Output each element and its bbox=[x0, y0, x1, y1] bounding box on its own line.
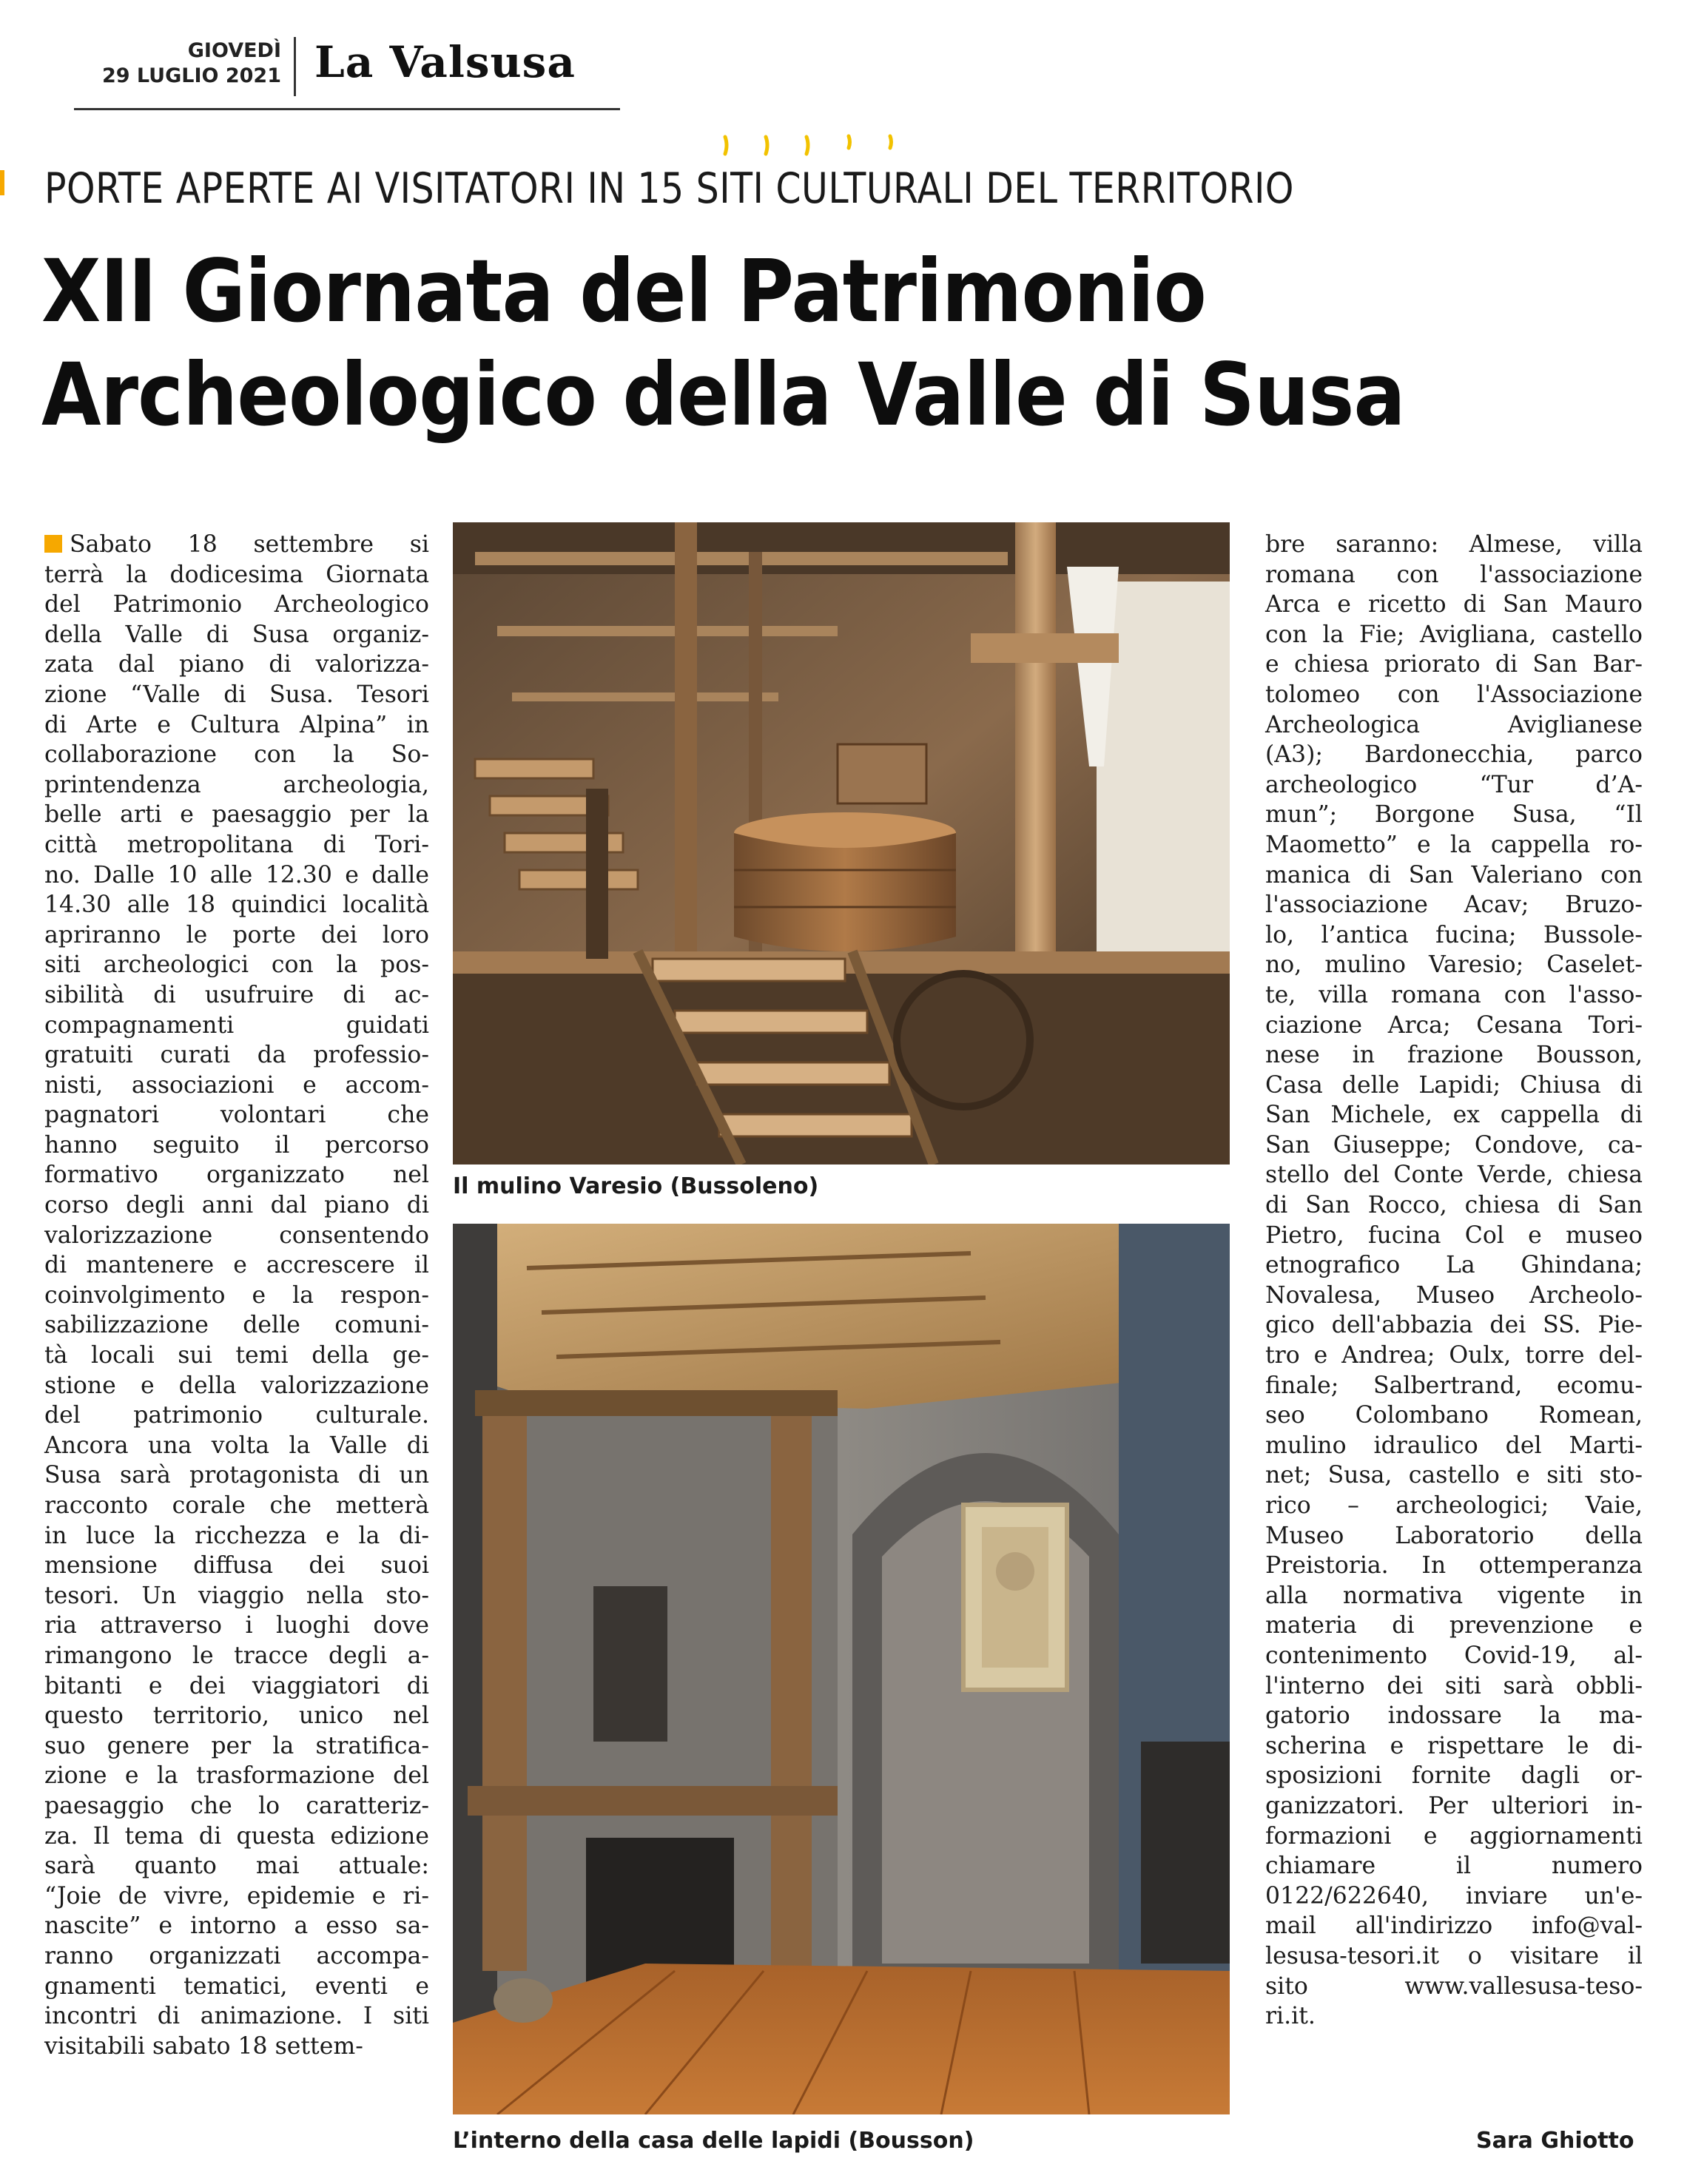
text-line bbox=[44, 1611, 429, 1641]
text-line-content: Susa sarà protagonista di un bbox=[44, 1462, 429, 1489]
text-line-content: rico – archeologici; Vaie, bbox=[1265, 1492, 1643, 1519]
text-line-content: za. Il tema di questa edizione bbox=[44, 1822, 429, 1850]
text-line-content: Novalesa, Museo Archeolo- bbox=[1265, 1281, 1643, 1309]
text-line-content: mun”; Borgone Susa, “Il bbox=[1265, 801, 1643, 829]
text-line-content: San Giuseppe; Condove, ca- bbox=[1265, 1131, 1643, 1159]
text-line-content: formativo organizzato nel bbox=[44, 1162, 429, 1189]
text-line bbox=[1265, 1310, 1643, 1341]
text-line bbox=[1265, 980, 1643, 1011]
text-line-content: tà locali sui temi della ge- bbox=[44, 1342, 429, 1369]
text-line bbox=[1265, 920, 1643, 951]
issue-day: GIOVEDÌ bbox=[187, 39, 281, 62]
text-line-content: gratuiti curati da professio- bbox=[44, 1042, 429, 1069]
text-line bbox=[1265, 740, 1643, 770]
article-left-column bbox=[44, 530, 429, 2061]
text-line bbox=[44, 1701, 429, 1731]
text-line bbox=[44, 1190, 429, 1221]
edge-mark bbox=[0, 170, 4, 195]
text-line bbox=[44, 1100, 429, 1130]
text-line bbox=[44, 530, 429, 560]
text-line bbox=[1265, 1460, 1643, 1491]
text-line-content: stello del Conte Verde, chiesa bbox=[1265, 1162, 1643, 1189]
text-line-content: sposizioni fornite dagli or- bbox=[1265, 1762, 1643, 1790]
text-line-content: alla normativa vigente in bbox=[1265, 1582, 1643, 1609]
text-line bbox=[1265, 1371, 1643, 1401]
text-line bbox=[44, 1460, 429, 1491]
text-line bbox=[44, 680, 429, 710]
text-line-content: di Arte e Cultura Alpina” in bbox=[44, 711, 429, 738]
text-line bbox=[44, 1641, 429, 1671]
text-line-content: Museo Laboratorio della bbox=[1265, 1522, 1643, 1549]
text-line-content: Sabato 18 settembre si bbox=[70, 531, 429, 558]
text-line bbox=[1265, 710, 1643, 741]
photo-casa-delle-lapidi bbox=[453, 1224, 1230, 2114]
text-line bbox=[44, 1671, 429, 1702]
text-line bbox=[44, 1130, 429, 1161]
text-line bbox=[1265, 770, 1643, 801]
text-line bbox=[44, 620, 429, 650]
text-line bbox=[1265, 1281, 1643, 1311]
text-line-content: suo genere per la stratifica- bbox=[44, 1732, 429, 1759]
text-line bbox=[44, 1250, 429, 1281]
text-line bbox=[44, 1221, 429, 1251]
text-line-content: net; Susa, castello e siti sto- bbox=[1265, 1462, 1643, 1489]
masthead-rule bbox=[74, 108, 620, 110]
text-line-content: stione e della valorizzazione bbox=[44, 1372, 429, 1399]
text-line bbox=[1265, 1130, 1643, 1161]
text-line-content: nisti, associazioni e accom- bbox=[44, 1071, 429, 1099]
text-line-content: belle arti e paesaggio per la bbox=[44, 801, 429, 829]
text-line bbox=[44, 1761, 429, 1791]
text-line-content: ri.it. bbox=[1265, 2003, 1316, 2030]
text-line bbox=[1265, 1851, 1643, 1881]
issue-date-text: 29 LUGLIO 2021 bbox=[101, 64, 281, 87]
text-line-content: formazioni e aggiornamenti bbox=[1265, 1822, 1643, 1850]
text-line bbox=[1265, 1551, 1643, 1581]
text-line-content: printendenza archeologia, bbox=[44, 771, 429, 798]
text-line bbox=[44, 1551, 429, 1581]
text-line bbox=[1265, 2001, 1643, 2032]
text-line-content: rimangono le tracce degli a- bbox=[44, 1642, 429, 1669]
newspaper-name: La Valsusa bbox=[314, 37, 576, 87]
text-line bbox=[1265, 1791, 1643, 1821]
photo1-caption: Il mulino Varesio (Bussoleno) bbox=[453, 1173, 819, 1199]
text-line bbox=[1265, 1100, 1643, 1130]
text-line bbox=[1265, 1491, 1643, 1521]
text-line bbox=[44, 590, 429, 620]
text-line bbox=[44, 1821, 429, 1852]
text-line-content: mulino idraulico del Marti- bbox=[1265, 1432, 1643, 1459]
text-line-content: ciazione Arca; Cesana Tori- bbox=[1265, 1011, 1643, 1039]
text-line-content: sibilità di usufruire di ac- bbox=[44, 981, 429, 1008]
text-line bbox=[1265, 1221, 1643, 1251]
text-line bbox=[1265, 1341, 1643, 1371]
text-line bbox=[1265, 1071, 1643, 1101]
text-line bbox=[44, 2001, 429, 2032]
text-line-content: seo Colombano Romean, bbox=[1265, 1402, 1643, 1429]
text-line bbox=[1265, 1521, 1643, 1551]
text-line-content: gnamenti tematici, eventi e bbox=[44, 1972, 429, 2000]
text-line bbox=[44, 710, 429, 741]
text-line bbox=[44, 920, 429, 951]
text-line bbox=[1265, 680, 1643, 710]
author-byline: Sara Ghiotto bbox=[1476, 2128, 1634, 2154]
text-line bbox=[1265, 800, 1643, 830]
text-line bbox=[1265, 830, 1643, 860]
text-line bbox=[44, 1881, 429, 1912]
text-line bbox=[1265, 1190, 1643, 1221]
text-line-content: città metropolitana di Tori- bbox=[44, 831, 429, 858]
text-line-content: scherina e rispettare le di- bbox=[1265, 1732, 1643, 1759]
text-line-content: gico dell'abbazia dei SS. Pie- bbox=[1265, 1312, 1643, 1339]
text-line bbox=[44, 950, 429, 980]
text-line-content: siti archeologici con la pos- bbox=[44, 951, 429, 979]
text-line-content: (A3); Bardonecchia, parco bbox=[1265, 741, 1643, 769]
text-line-content: contenimento Covid-19, al- bbox=[1265, 1642, 1643, 1669]
text-line bbox=[44, 1160, 429, 1190]
text-line-content: del patrimonio culturale. bbox=[44, 1402, 429, 1429]
text-line bbox=[44, 740, 429, 770]
text-line-content: sarà quanto mai attuale: bbox=[44, 1853, 429, 1880]
text-line-content: con la Fie; Avigliana, castello bbox=[1265, 621, 1643, 648]
text-line-content: nascite” e intorno a esso sa- bbox=[44, 1912, 429, 1940]
text-line bbox=[44, 1011, 429, 1041]
text-line-content: collaborazione con la So- bbox=[44, 741, 429, 769]
text-line-content: coinvolgimento e la respon- bbox=[44, 1281, 429, 1309]
text-line bbox=[1265, 1641, 1643, 1671]
text-line-content: materia di prevenzione e bbox=[1265, 1612, 1643, 1639]
text-line bbox=[44, 1581, 429, 1611]
text-line-content: zione e la trasformazione del bbox=[44, 1762, 429, 1790]
text-line-content: di mantenere e accrescere il bbox=[44, 1252, 429, 1279]
text-line-content: hanno seguito il percorso bbox=[44, 1131, 429, 1159]
text-line-content: Ancora una volta la Valle di bbox=[44, 1432, 429, 1459]
text-line-content: l'interno dei siti sarà obbli- bbox=[1265, 1672, 1643, 1699]
text-line-content: ganizzatori. Per ulteriori in- bbox=[1265, 1792, 1643, 1819]
text-line-content: mensione diffusa dei suoi bbox=[44, 1552, 429, 1580]
text-line-content: in luce la ricchezza e la di- bbox=[44, 1522, 429, 1549]
text-line bbox=[44, 1731, 429, 1762]
text-line bbox=[1265, 1611, 1643, 1641]
text-line bbox=[44, 770, 429, 801]
text-line bbox=[1265, 860, 1643, 891]
text-line-content: lesusa-tesori.it o visitare il bbox=[1265, 1942, 1643, 1969]
text-line-content: te, villa romana con l'asso- bbox=[1265, 981, 1643, 1008]
text-line-content: 0122/622640, inviare un'e- bbox=[1265, 1882, 1643, 1910]
text-line bbox=[44, 1972, 429, 2002]
text-line-content: nese in frazione Bousson, bbox=[1265, 1042, 1643, 1069]
text-line bbox=[1265, 1881, 1643, 1912]
headline-line-2: Archeologico della Valle di Susa bbox=[41, 344, 1405, 445]
text-line bbox=[1265, 1911, 1643, 1941]
text-line-content: valorizzazione consentendo bbox=[44, 1221, 429, 1249]
text-line bbox=[1265, 1581, 1643, 1611]
text-line-content: no. Dalle 10 alle 12.30 e dalle bbox=[44, 861, 429, 889]
text-line bbox=[44, 1431, 429, 1461]
text-line bbox=[1265, 1250, 1643, 1281]
article-right-column bbox=[1265, 530, 1643, 2032]
text-line-content: mail all'indirizzo info@val- bbox=[1265, 1912, 1643, 1940]
text-line-content: bitanti e dei viaggiatori di bbox=[44, 1672, 429, 1699]
photo-mulino-varesio bbox=[453, 522, 1230, 1165]
text-line bbox=[44, 1791, 429, 1821]
text-line bbox=[44, 1491, 429, 1521]
text-line-content: pagnatori volontari che bbox=[44, 1102, 429, 1129]
text-line-content: San Michele, ex cappella di bbox=[1265, 1102, 1643, 1129]
kicker: PORTE APERTE AI VISITATORI IN 15 SITI CULTURALI DEL TERRITORIO bbox=[44, 164, 1294, 213]
text-line-content: racconto corale che metterà bbox=[44, 1492, 429, 1519]
text-line bbox=[1265, 1731, 1643, 1762]
text-line bbox=[44, 1371, 429, 1401]
text-line-content: ranno organizzati accompa- bbox=[44, 1942, 429, 1969]
text-line bbox=[44, 800, 429, 830]
text-line bbox=[1265, 950, 1643, 980]
text-line bbox=[44, 2032, 429, 2062]
text-line bbox=[1265, 1040, 1643, 1071]
text-line-content: zione “Valle di Susa. Tesori bbox=[44, 681, 429, 708]
text-line bbox=[1265, 530, 1643, 560]
text-line bbox=[1265, 1821, 1643, 1852]
text-line bbox=[44, 1851, 429, 1881]
text-line-content: ria attraverso i luoghi dove bbox=[44, 1612, 429, 1639]
issue-date bbox=[96, 38, 281, 89]
text-line bbox=[44, 1401, 429, 1431]
text-line-content: Preistoria. In ottemperanza bbox=[1265, 1552, 1643, 1580]
masthead-separator bbox=[294, 37, 296, 96]
text-line-content: tro e Andrea; Oulx, torre del- bbox=[1265, 1342, 1643, 1369]
text-line-content: Pietro, fucina Col e museo bbox=[1265, 1221, 1643, 1249]
text-line-content: apriranno le porte dei loro bbox=[44, 921, 429, 948]
text-line bbox=[44, 1941, 429, 1972]
text-line-content: 14.30 alle 18 quindici località bbox=[44, 892, 429, 919]
text-line-content: chiamare il numero bbox=[1265, 1853, 1643, 1880]
article-start-marker bbox=[44, 535, 62, 553]
text-line-content: di San Rocco, chiesa di San bbox=[1265, 1192, 1643, 1219]
text-line-content: questo territorio, unico nel bbox=[44, 1702, 429, 1730]
text-line bbox=[1265, 1761, 1643, 1791]
text-line-content: tolomeo con l'Associazione bbox=[1265, 681, 1643, 708]
text-line-content: terrà la dodicesima Giornata bbox=[44, 561, 429, 588]
decorative-marks bbox=[710, 133, 932, 160]
text-line-content: corso degli anni dal piano di bbox=[44, 1192, 429, 1219]
text-line-content: compagnamenti guidati bbox=[44, 1011, 429, 1039]
text-line-content: l'associazione Acav; Bruzo- bbox=[1265, 892, 1643, 919]
text-line bbox=[44, 1911, 429, 1941]
text-line-content: tesori. Un viaggio nella sto- bbox=[44, 1582, 429, 1609]
text-line bbox=[1265, 1972, 1643, 2002]
text-line-content: archeologico “Tur d’A- bbox=[1265, 771, 1643, 798]
text-line-content: paesaggio che lo caratteriz- bbox=[44, 1792, 429, 1819]
text-line-content: Casa delle Lapidi; Chiusa di bbox=[1265, 1071, 1643, 1099]
text-line bbox=[44, 1040, 429, 1071]
text-line-content: e chiesa priorato di San Bar- bbox=[1265, 651, 1643, 678]
photo2-caption: L’interno della casa delle lapidi (Bousson) bbox=[453, 2128, 974, 2154]
text-line-content: lo, l’antica fucina; Bussole- bbox=[1265, 921, 1643, 948]
text-line bbox=[1265, 1941, 1643, 1972]
text-line bbox=[1265, 1671, 1643, 1702]
text-line bbox=[44, 1310, 429, 1341]
text-line-content: sabilizzazione delle comuni- bbox=[44, 1312, 429, 1339]
text-line-content: bre saranno: Almese, villa bbox=[1265, 531, 1643, 558]
text-line bbox=[44, 980, 429, 1011]
text-line bbox=[44, 1071, 429, 1101]
text-line-content: Archeologica Aviglianese bbox=[1265, 711, 1643, 738]
text-line bbox=[44, 860, 429, 891]
text-line bbox=[1265, 620, 1643, 650]
text-line bbox=[1265, 1431, 1643, 1461]
text-line-content: sito www.vallesusa-teso- bbox=[1265, 1972, 1643, 2000]
text-line bbox=[44, 1281, 429, 1311]
text-line-content: gatorio indossare la ma- bbox=[1265, 1702, 1643, 1730]
text-line bbox=[1265, 890, 1643, 920]
text-line bbox=[1265, 1011, 1643, 1041]
text-line-content: etnografico La Ghindana; bbox=[1265, 1252, 1643, 1279]
text-line-content: incontri di animazione. I siti bbox=[44, 2003, 429, 2030]
text-line-content: della Valle di Susa organiz- bbox=[44, 621, 429, 648]
text-line-content: zata dal piano di valorizza- bbox=[44, 651, 429, 678]
text-line bbox=[44, 830, 429, 860]
text-line-content: finale; Salbertrand, ecomu- bbox=[1265, 1372, 1643, 1399]
headline bbox=[41, 240, 1405, 447]
text-line-content: “Joie de vivre, epidemie e ri- bbox=[44, 1882, 429, 1910]
text-line bbox=[44, 1521, 429, 1551]
text-line-content: Maometto” e la cappella ro- bbox=[1265, 831, 1643, 858]
text-line bbox=[44, 1341, 429, 1371]
text-line-content: del Patrimonio Archeologico bbox=[44, 591, 429, 619]
text-line-content: romana con l'associazione bbox=[1265, 561, 1643, 588]
text-line bbox=[44, 650, 429, 680]
text-line bbox=[1265, 590, 1643, 620]
text-line-content: manica di San Valeriano con bbox=[1265, 861, 1643, 889]
text-line-content: visitabili sabato 18 settem- bbox=[44, 2032, 363, 2060]
text-line bbox=[44, 560, 429, 590]
text-line bbox=[44, 890, 429, 920]
text-line bbox=[1265, 560, 1643, 590]
text-line bbox=[1265, 1401, 1643, 1431]
text-line-content: no, mulino Varesio; Caselet- bbox=[1265, 951, 1643, 979]
text-line bbox=[1265, 650, 1643, 680]
headline-line-1: XII Giornata del Patrimonio bbox=[41, 240, 1206, 342]
text-line bbox=[1265, 1160, 1643, 1190]
text-line-content: Arca e ricetto di San Mauro bbox=[1265, 591, 1643, 619]
text-line bbox=[1265, 1701, 1643, 1731]
